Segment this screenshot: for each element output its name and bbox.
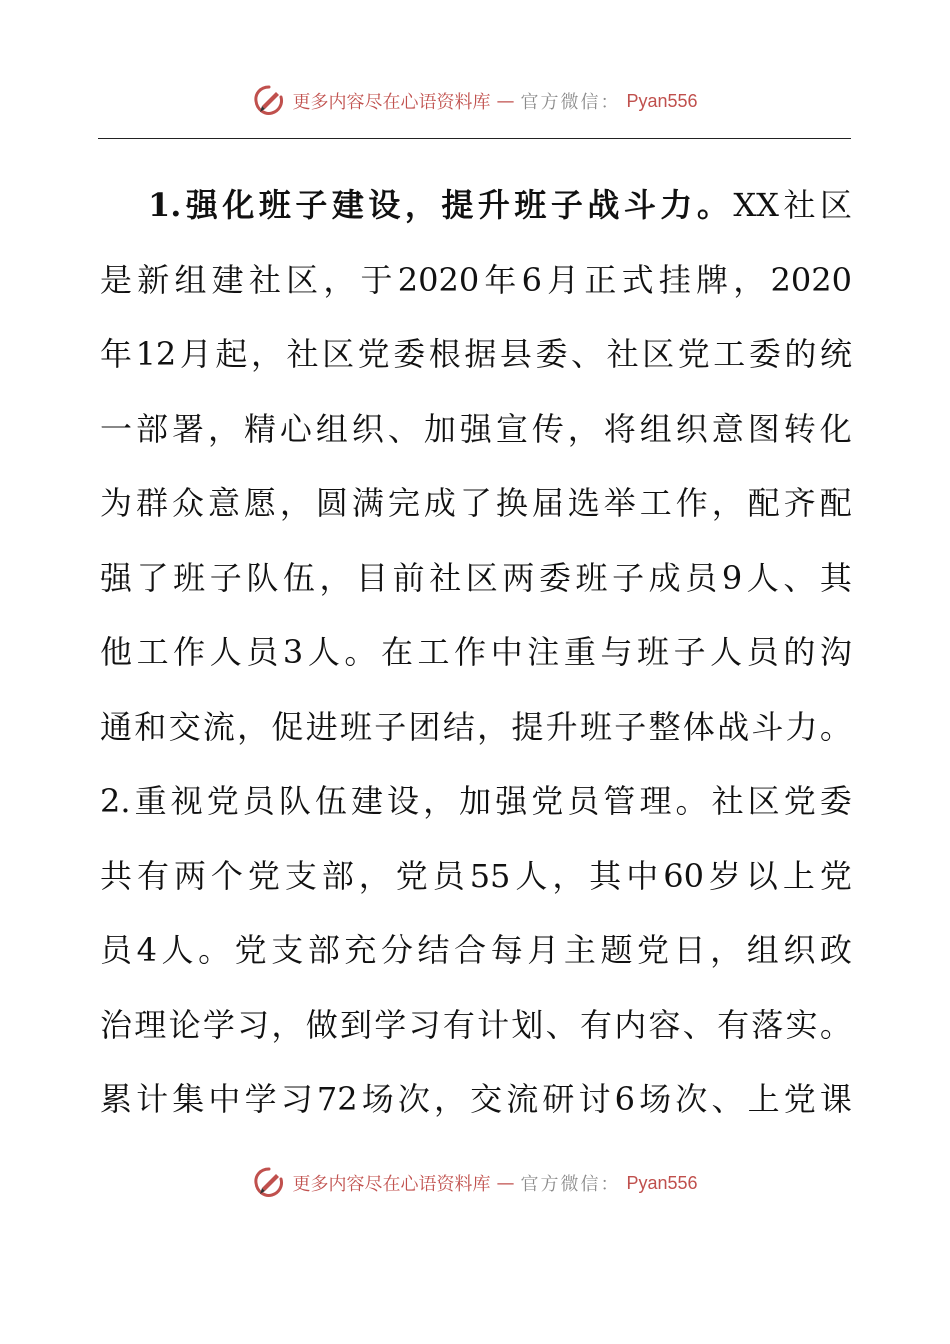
text-glyph: 政 [819, 931, 852, 969]
text-glyph: 。 [819, 707, 852, 746]
text-glyph: 员 [246, 633, 279, 671]
watermark-site-text: 更多内容尽在心语资料库 [292, 1174, 491, 1195]
text-glyph: 月 [527, 931, 560, 969]
text-glyph: 子 [612, 558, 645, 597]
text-glyph: 于 [360, 260, 393, 299]
text-glyph: 精 [243, 409, 276, 448]
text-line [100, 541, 852, 616]
text-glyph: 。 [198, 931, 231, 969]
text-glyph: 55 [469, 856, 511, 895]
text-glyph: 提 [441, 186, 474, 224]
text-glyph: 集 [172, 1080, 205, 1118]
text-glyph: 升 [545, 707, 578, 746]
text-glyph: 班 [637, 633, 670, 671]
text-glyph: 斗 [623, 186, 656, 224]
text-glyph: ， [433, 1080, 466, 1118]
text-glyph: 促 [271, 707, 304, 746]
text-glyph: 社 [248, 260, 281, 299]
text-glyph: 转 [783, 409, 816, 448]
text-glyph: 有 [442, 1005, 475, 1044]
text-glyph: 在 [380, 633, 413, 671]
text-glyph: 有 [136, 856, 169, 895]
text-glyph: 重 [563, 633, 596, 671]
text-glyph: 群 [135, 484, 168, 522]
text-glyph: 党 [247, 856, 280, 895]
text-line [100, 168, 852, 243]
text-glyph: 。 [696, 186, 729, 224]
text-glyph: 3 [282, 633, 304, 671]
text-glyph: 班 [579, 707, 612, 746]
text-glyph: 社 [286, 335, 319, 373]
text-glyph: 班 [258, 186, 291, 224]
text-glyph: 工 [417, 633, 450, 671]
text-glyph: 部 [321, 856, 354, 895]
text-glyph: 60 [663, 856, 704, 895]
text-glyph: 社 [783, 186, 816, 224]
text-glyph: 社 [429, 558, 462, 597]
text-glyph: 起 [215, 335, 248, 373]
text-glyph: 目 [356, 558, 389, 597]
text-glyph: 累 [100, 1080, 133, 1118]
text-glyph: 题 [600, 931, 633, 969]
watermark-site-text: 更多内容尽在心语资料库 [292, 92, 491, 113]
text-glyph: 。 [675, 782, 708, 820]
text-glyph: 作 [173, 633, 206, 671]
text-glyph: 为 [100, 484, 133, 522]
text-glyph: 班 [575, 558, 608, 597]
watermark-id: Pyan556 [626, 1172, 698, 1193]
text-glyph: 主 [563, 931, 596, 969]
text-glyph: 个 [210, 856, 243, 895]
text-glyph: 工 [713, 335, 746, 373]
text-glyph: 计 [136, 1080, 169, 1118]
text-glyph: 统 [819, 335, 852, 373]
text-glyph: 研 [542, 1080, 575, 1118]
text-glyph: 讨 [578, 1080, 611, 1118]
text-line [100, 839, 852, 914]
text-glyph: 县 [499, 335, 532, 373]
text-glyph: 组 [639, 409, 672, 448]
text-glyph: 委 [538, 558, 571, 597]
text-glyph: 子 [374, 707, 407, 746]
text-glyph: 化 [819, 409, 852, 448]
text-glyph: ， [552, 856, 585, 895]
text-glyph: 整 [648, 707, 681, 746]
text-glyph: 区 [642, 335, 675, 373]
text-glyph: 正 [584, 260, 617, 299]
text-glyph: 队 [278, 782, 311, 820]
text-glyph: 齐 [783, 484, 816, 522]
text-glyph: 合 [454, 931, 487, 969]
text-line [100, 690, 852, 765]
text-glyph: ， [250, 335, 283, 373]
text-glyph: 举 [603, 484, 636, 522]
text-glyph: 加 [459, 782, 492, 820]
text-glyph: 、 [571, 335, 604, 373]
text-glyph: 区 [322, 335, 355, 373]
text-glyph: 沟 [819, 633, 852, 671]
text-glyph: 班 [339, 707, 372, 746]
text-glyph: XX [733, 186, 779, 224]
text-glyph: 成 [648, 558, 681, 597]
pen-swirl-logo-icon [252, 1166, 286, 1200]
text-line [100, 1062, 852, 1137]
text-glyph: 战 [717, 707, 750, 746]
text-glyph: 党 [783, 782, 816, 820]
text-glyph: 工 [136, 633, 169, 671]
text-glyph: 党 [531, 782, 564, 820]
text-line [100, 764, 852, 839]
text-glyph: 实 [785, 1005, 818, 1044]
text-glyph: 委 [393, 335, 426, 373]
text-glyph: ， [319, 558, 352, 597]
text-glyph: 有 [579, 1005, 612, 1044]
text-glyph: 习 [237, 1005, 270, 1044]
text-glyph: 人 [515, 856, 548, 895]
text-glyph: 党 [206, 782, 239, 820]
text-line [100, 317, 852, 392]
text-glyph: 结 [442, 707, 475, 746]
text-glyph: 有 [717, 1005, 750, 1044]
text-glyph: 月 [179, 335, 212, 373]
text-glyph: 其 [819, 558, 852, 597]
text-glyph: 意 [207, 484, 240, 522]
text-glyph: 支 [271, 931, 304, 969]
text-glyph: 委 [748, 335, 781, 373]
text-glyph: 进 [305, 707, 338, 746]
text-glyph: 织 [351, 409, 384, 448]
text-line [100, 392, 852, 467]
text-glyph: 班 [173, 558, 206, 597]
text-glyph: 提 [511, 707, 544, 746]
text-glyph: 党 [677, 335, 710, 373]
text-glyph: 织 [783, 931, 816, 969]
text-glyph: 、 [387, 409, 420, 448]
text-glyph: 子 [295, 186, 328, 224]
text-glyph: 设 [387, 782, 420, 820]
text-glyph: 场 [361, 1080, 394, 1118]
text-line [100, 913, 852, 988]
text-glyph: 满 [351, 484, 384, 522]
text-glyph: 2020 [770, 260, 852, 299]
watermark-id: Pyan556 [626, 90, 698, 111]
text-glyph: 作 [675, 484, 708, 522]
text-glyph: 力 [785, 707, 818, 746]
text-glyph: ， [477, 707, 510, 746]
text-glyph: 班 [514, 186, 547, 224]
text-glyph: 子 [209, 558, 242, 597]
text-glyph: 论 [168, 1005, 201, 1044]
text-glyph: 内 [614, 1005, 647, 1044]
text-glyph: 建 [331, 186, 364, 224]
text-glyph: 党 [234, 931, 267, 969]
text-glyph: 式 [621, 260, 654, 299]
watermark-separator: — [496, 1172, 515, 1194]
text-glyph: 中 [490, 633, 523, 671]
text-glyph: 他 [100, 633, 133, 671]
text-glyph: 子 [550, 186, 583, 224]
text-glyph: 心 [279, 409, 312, 448]
text-glyph: 员 [567, 782, 600, 820]
text-glyph: 建 [350, 782, 383, 820]
text-glyph: ， [323, 260, 356, 299]
text-glyph: ， [404, 186, 437, 224]
text-glyph: 72 [316, 1080, 358, 1118]
text-glyph: 落 [751, 1005, 784, 1044]
text-glyph: 区 [286, 260, 319, 299]
text-glyph: 学 [202, 1005, 235, 1044]
text-glyph: 员 [432, 856, 465, 895]
text-glyph: 1. [148, 186, 182, 224]
text-glyph: 建 [211, 260, 244, 299]
text-glyph: 众 [171, 484, 204, 522]
text-glyph: 支 [284, 856, 317, 895]
text-glyph: ， [358, 856, 391, 895]
text-glyph: 党 [637, 931, 670, 969]
text-glyph: 传 [531, 409, 564, 448]
text-line [100, 243, 852, 318]
text-glyph: 强 [100, 558, 133, 597]
text-glyph: 织 [675, 409, 708, 448]
text-glyph: ， [733, 260, 766, 299]
text-glyph: 两 [173, 856, 206, 895]
text-glyph: 党 [819, 856, 852, 895]
text-glyph: 强 [495, 782, 528, 820]
text-glyph: 月 [547, 260, 580, 299]
header-watermark [0, 84, 950, 118]
text-glyph: ， [237, 707, 270, 746]
text-glyph: 署 [171, 409, 204, 448]
text-glyph: 区 [819, 186, 852, 224]
text-glyph: 中 [208, 1080, 241, 1118]
text-glyph: 战 [587, 186, 620, 224]
text-glyph: 计 [477, 1005, 510, 1044]
text-glyph: 配 [819, 484, 852, 522]
text-glyph: 管 [603, 782, 636, 820]
text-glyph: 是 [100, 260, 133, 299]
text-glyph: 据 [464, 335, 497, 373]
text-glyph: 区 [465, 558, 498, 597]
text-glyph: 届 [531, 484, 564, 522]
text-glyph: 、 [711, 1080, 744, 1118]
text-glyph: 伍 [282, 558, 315, 597]
text-glyph: 了 [136, 558, 169, 597]
text-glyph: 交 [470, 1080, 503, 1118]
text-glyph: ， [710, 931, 743, 969]
header-rule [98, 138, 851, 139]
text-glyph: 习 [280, 1080, 313, 1118]
text-glyph: 年 [484, 260, 517, 299]
text-glyph: 学 [244, 1080, 277, 1118]
text-glyph: 换 [495, 484, 528, 522]
text-glyph: 员 [100, 931, 133, 969]
text-glyph: 了 [459, 484, 492, 522]
text-glyph: 上 [782, 856, 815, 895]
text-glyph: 社 [711, 782, 744, 820]
text-glyph: 充 [344, 931, 377, 969]
text-glyph: 日 [673, 931, 706, 969]
text-glyph: 与 [600, 633, 633, 671]
text-glyph: 6 [521, 260, 542, 299]
text-glyph: 队 [246, 558, 279, 597]
text-glyph: 加 [423, 409, 456, 448]
text-glyph: 的 [784, 335, 817, 373]
text-glyph: 斗 [751, 707, 784, 746]
text-glyph: 次 [397, 1080, 430, 1118]
text-glyph: ， [279, 484, 312, 522]
text-glyph: 的 [783, 633, 816, 671]
text-glyph: ， [567, 409, 600, 448]
text-glyph: 子 [673, 633, 706, 671]
text-glyph: 和 [134, 707, 167, 746]
text-glyph: 圆 [315, 484, 348, 522]
text-glyph: ， [423, 782, 456, 820]
text-glyph: 新 [137, 260, 170, 299]
watermark-label: 官方微信： [520, 92, 621, 113]
text-glyph: 工 [639, 484, 672, 522]
text-line [100, 466, 852, 541]
text-glyph: 图 [747, 409, 780, 448]
text-line [100, 615, 852, 690]
text-glyph: 党 [357, 335, 390, 373]
text-glyph: 到 [339, 1005, 372, 1044]
text-glyph: 人 [710, 633, 743, 671]
text-glyph: 牌 [696, 260, 729, 299]
text-glyph: 划 [511, 1005, 544, 1044]
text-glyph: 化 [222, 186, 255, 224]
text-glyph: 委 [535, 335, 568, 373]
text-glyph: 分 [380, 931, 413, 969]
text-glyph: 岁 [708, 856, 741, 895]
text-glyph: 。 [344, 633, 377, 671]
text-glyph: 一 [100, 409, 133, 448]
text-glyph: 2. [100, 782, 131, 820]
text-glyph: 以 [745, 856, 778, 895]
text-glyph: 力 [660, 186, 693, 224]
text-glyph: 12 [135, 335, 177, 373]
text-glyph: 交 [168, 707, 201, 746]
text-glyph: 上 [747, 1080, 780, 1118]
text-glyph: 流 [202, 707, 235, 746]
text-glyph: 委 [819, 782, 852, 820]
pen-swirl-logo-icon [252, 84, 286, 118]
text-glyph: 作 [454, 633, 487, 671]
text-glyph: 愿 [243, 484, 276, 522]
text-glyph: 将 [603, 409, 636, 448]
text-glyph: 2020 [397, 260, 480, 299]
text-glyph: 区 [747, 782, 780, 820]
text-glyph: 宣 [495, 409, 528, 448]
text-glyph: 组 [315, 409, 348, 448]
text-glyph: 员 [242, 782, 275, 820]
watermark-separator: — [496, 90, 515, 112]
text-glyph: 9 [721, 558, 743, 597]
text-glyph: 。 [819, 1005, 852, 1044]
text-glyph: 挂 [658, 260, 691, 299]
text-glyph: 根 [428, 335, 461, 373]
text-glyph: 员 [685, 558, 718, 597]
text-glyph: 流 [506, 1080, 539, 1118]
text-glyph: 课 [819, 1080, 852, 1118]
text-glyph: 选 [567, 484, 600, 522]
text-glyph: 部 [135, 409, 168, 448]
text-glyph: 两 [502, 558, 535, 597]
text-glyph: 容 [648, 1005, 681, 1044]
text-glyph: 每 [490, 931, 523, 969]
text-glyph: 社 [606, 335, 639, 373]
text-glyph: 做 [305, 1005, 338, 1044]
text-glyph: 子 [614, 707, 647, 746]
text-glyph: 其 [589, 856, 622, 895]
text-glyph: 团 [408, 707, 441, 746]
text-glyph: 次 [675, 1080, 708, 1118]
text-glyph: 4 [136, 931, 157, 969]
text-glyph: 通 [100, 707, 133, 746]
text-glyph: 部 [307, 931, 340, 969]
text-glyph: 配 [747, 484, 780, 522]
text-glyph: 强 [185, 186, 218, 224]
text-glyph: 人 [307, 633, 340, 671]
text-glyph: 、 [682, 1005, 715, 1044]
text-glyph: 人 [746, 558, 779, 597]
text-glyph: 治 [100, 1005, 133, 1044]
text-glyph: ， [271, 1005, 304, 1044]
text-glyph: 理 [134, 1005, 167, 1044]
text-glyph: 共 [100, 856, 133, 895]
text-glyph: 场 [639, 1080, 672, 1118]
text-glyph: 年 [100, 335, 133, 373]
text-glyph: 员 [746, 633, 779, 671]
text-glyph: ， [711, 484, 744, 522]
text-glyph: 前 [392, 558, 425, 597]
text-glyph: ， [207, 409, 240, 448]
text-glyph: 学 [374, 1005, 407, 1044]
text-glyph: 伍 [314, 782, 347, 820]
text-glyph: 强 [459, 409, 492, 448]
text-glyph: 6 [614, 1080, 636, 1118]
text-glyph: 、 [545, 1005, 578, 1044]
text-glyph: 体 [682, 707, 715, 746]
footer-watermark [0, 1166, 950, 1200]
document-body [100, 168, 852, 1137]
text-glyph: 人 [161, 931, 194, 969]
text-glyph: 、 [783, 558, 816, 597]
text-glyph: 党 [783, 1080, 816, 1118]
text-glyph: 视 [170, 782, 203, 820]
text-glyph: 设 [368, 186, 401, 224]
text-line [100, 988, 852, 1063]
text-glyph: 习 [408, 1005, 441, 1044]
text-glyph: 组 [174, 260, 207, 299]
watermark-label: 官方微信： [520, 1174, 621, 1195]
text-glyph: 升 [477, 186, 510, 224]
text-glyph: 注 [527, 633, 560, 671]
text-glyph: 意 [711, 409, 744, 448]
text-glyph: 党 [395, 856, 428, 895]
text-glyph: 人 [209, 633, 242, 671]
text-glyph: 组 [746, 931, 779, 969]
text-glyph: 理 [639, 782, 672, 820]
text-glyph: 结 [417, 931, 450, 969]
text-glyph: 完 [387, 484, 420, 522]
text-glyph: 成 [423, 484, 456, 522]
text-glyph: 重 [134, 782, 167, 820]
text-glyph: 中 [626, 856, 659, 895]
